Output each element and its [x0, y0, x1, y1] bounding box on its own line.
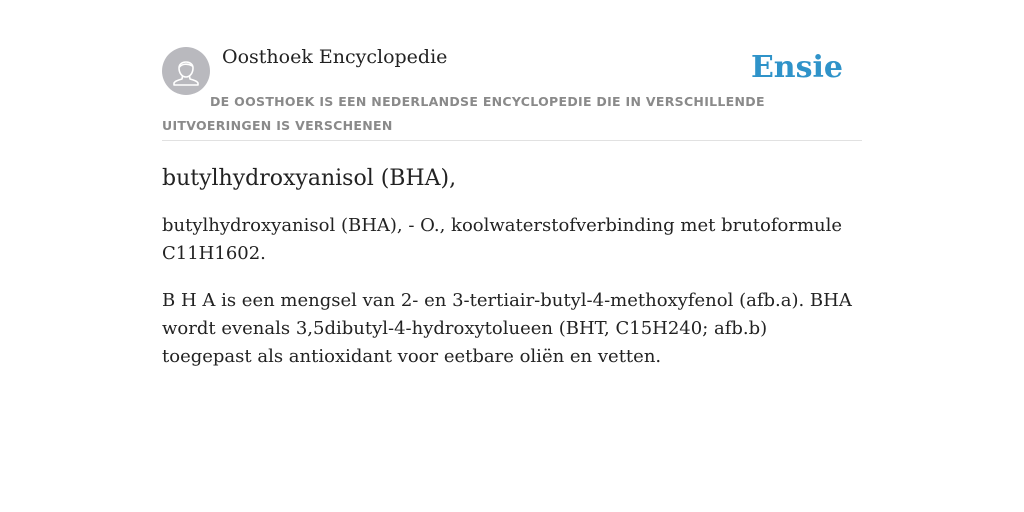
- article: [162, 160, 862, 371]
- ensie-logo[interactable]: Ensie: [750, 50, 843, 85]
- source-name[interactable]: Oosthoek Encyclopedie: [222, 46, 448, 68]
- article-title: butylhydroxyanisol (BHA),: [162, 166, 457, 191]
- source-tagline: DE OOSTHOEK IS EEN NEDERLANDSE ENCYCLOPEDIE DIE IN VERSCHILLENDE UITVOERINGEN IS VERSCHENEN: [162, 94, 765, 133]
- article-paragraph: B H A is een mengsel van 2- en 3-tertiair-butyl-4-methoxyfenol (afb.a). BHA wordt evenals 3,5dibutyl-4-hydroxytolueen (BHT, C15H240; afb.b) toegepast als antioxidant voor eetbare oliën en vetten.: [162, 290, 852, 367]
- source-header: [162, 44, 862, 141]
- avatar[interactable]: [162, 47, 210, 95]
- user-silhouette-icon: [162, 47, 210, 95]
- article-paragraph: butylhydroxyanisol (BHA), - O., koolwaterstofverbinding met brutoformule C11H1602.: [162, 215, 843, 264]
